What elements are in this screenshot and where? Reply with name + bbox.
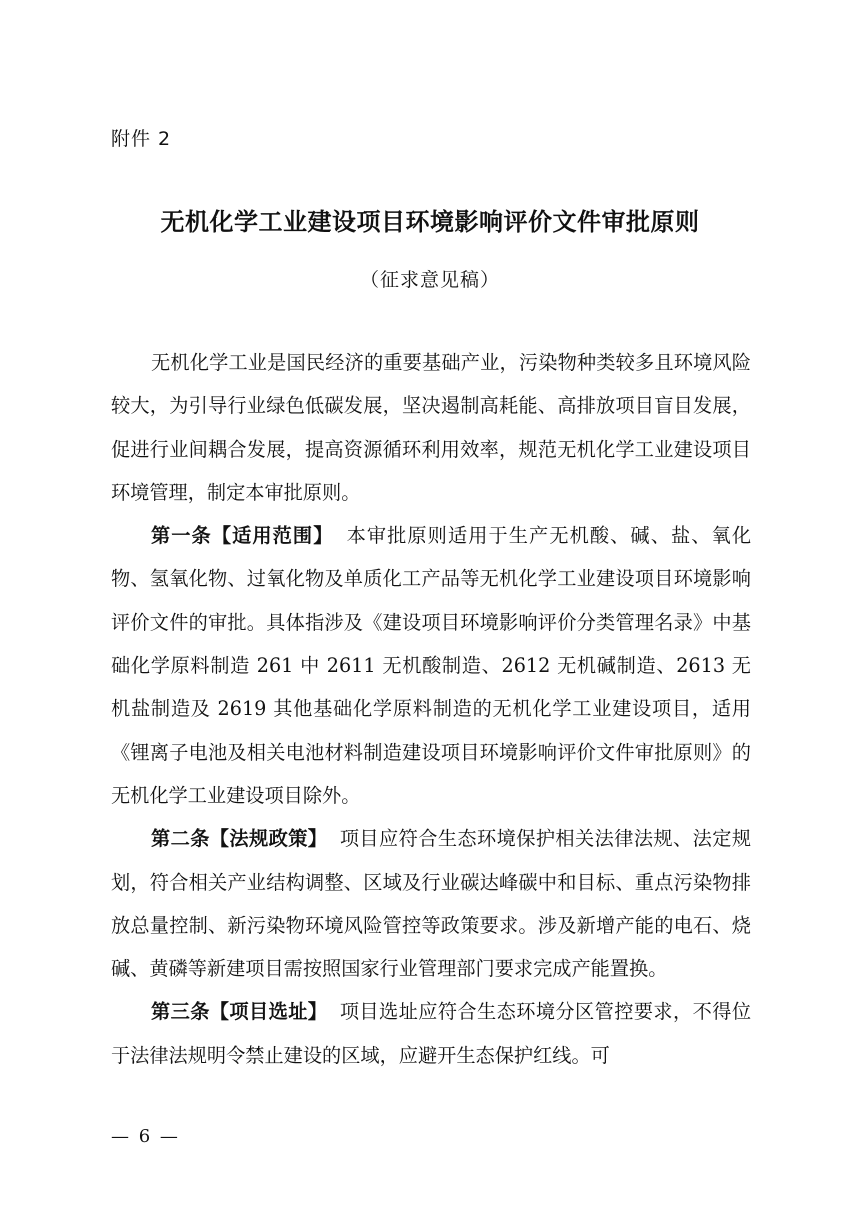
- article-1-text: 本审批原则适用于生产无机酸、碱、盐、氧化物、氢氧化物、过氧化物及单质化工产品等无机化学工业建设项目环境影响评价文件的审批。具体指涉及《建设项目环境影响评价分类管理名录》中基础化学原料制造 261 中 2611 无机酸制造、2612 无机碱制造、2613 无机盐制造及 2619 其他基础化学原料制造的无机化学工业建设项目，适用《锂离子电池及相关电池材料制造建设项目环境影响评价文件审批原则》的无机化学工业建设项目除外。: [111, 524, 752, 807]
- article-3: [111, 990, 751, 1077]
- document-subtitle: （征求意见稿）: [359, 269, 500, 291]
- document-body: [111, 341, 751, 1077]
- intro-paragraph: 无机化学工业是国民经济的重要基础产业，污染物种类较多且环境风险较大，为引导行业绿色低碳发展，坚决遏制高耗能、高排放项目盲目发展，促进行业间耦合发展，提高资源循环利用效率，规范无机化学工业建设项目环境管理，制定本审批原则。: [111, 351, 751, 504]
- attachment-label: 附件 2: [111, 128, 172, 150]
- article-2-text: 项目应符合生态环境保护相关法律法规、法定规划，符合相关产业结构调整、区域及行业碳达峰碳中和目标、重点污染物排放总量控制、新污染物环境风险管控等政策要求。涉及新增产能的电石、烧碱、黄磷等新建项目需按照国家行业管理部门要求完成产能置换。: [111, 827, 752, 981]
- article-2: [111, 817, 751, 990]
- article-2-heading: 第二条【法规政策】: [151, 827, 328, 851]
- article-1-heading: 第一条【适用范围】: [151, 524, 334, 548]
- article-1: [111, 514, 751, 817]
- document-title: 无机化学工业建设项目环境影响评价文件审批原则: [160, 208, 700, 236]
- article-3-heading: 第三条【项目选址】: [151, 1000, 328, 1024]
- page-number: — 6 —: [111, 1126, 180, 1147]
- article-3-text: 项目选址应符合生态环境分区管控要求，不得位于法律法规明令禁止建设的区域，应避开生态保护红线。可: [111, 1000, 752, 1067]
